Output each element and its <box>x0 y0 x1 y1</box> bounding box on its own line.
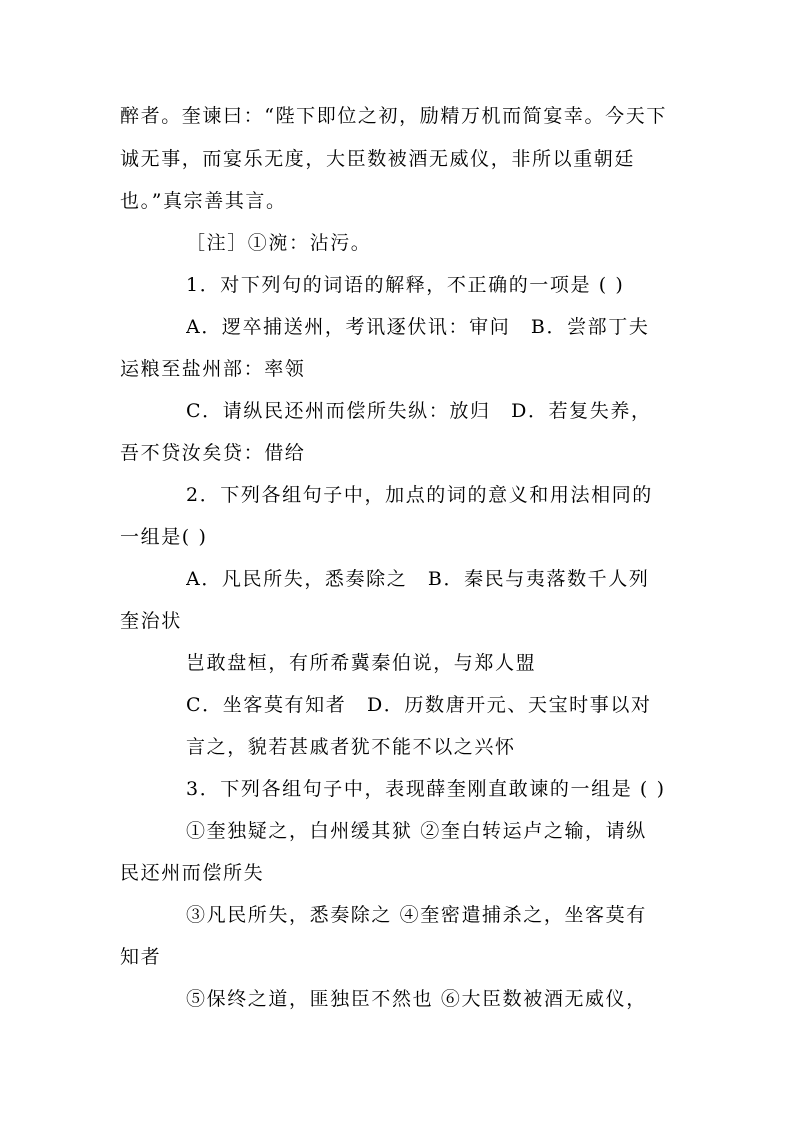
question-1: 1．对下列句的词语的解释，不正确的一项是 ( ) <box>186 274 625 296</box>
annotation-note: ［注］①涴：沾污。 <box>186 232 372 254</box>
text-line: 也。”真宗善其言。 <box>120 190 287 212</box>
question-2-option-a-b: A．凡民所失，悉奏除之 B．秦民与夷落数千人列 <box>186 568 650 590</box>
question-3-items: ③凡民所失，悉奏除之 ④奎密遣捕杀之，坐客莫有 <box>186 904 647 926</box>
question-1-option-c-d: C．请纵民还州而偿所失纵：放归 D．若复失养， <box>186 400 652 422</box>
text-line: 民还州而偿所失 <box>120 862 265 884</box>
text-line: 吾不贷汝矣贷：借给 <box>120 442 306 464</box>
text-line: 岂敢盘桓，有所希冀秦伯说，与郑人盟 <box>186 652 537 674</box>
text-line: 诚无事，而宴乐无度，大臣数被酒无威仪，非所以重朝廷 <box>120 148 636 170</box>
question-3-items: ①奎独疑之，白州缓其狱 ②奎白转运卢之输，请纵 <box>186 820 647 842</box>
text-line: 言之，貌若甚戚者犹不能不以之兴怀 <box>186 736 516 758</box>
text-line: 醉者。奎谏曰：“陛下即位之初，励精万机而简宴幸。今天下 <box>120 105 667 127</box>
text-line: 奎治状 <box>120 610 182 632</box>
text-line: 知者 <box>120 946 162 968</box>
question-2-option-c-d: C．坐客莫有知者 D．历数唐开元、天宝时事以对 <box>186 694 652 716</box>
question-1-option-a-b: A．逻卒捕送州，考讯逐伏讯：审问 B．尝部丁夫 <box>186 316 650 338</box>
text-line: 运粮至盐州部：率领 <box>120 358 306 380</box>
question-2: 2．下列各组句子中，加点的词的意义和用法相同的 <box>186 484 653 506</box>
question-3: 3．下列各组句子中，表现薛奎刚直敢谏的一组是 ( ) <box>186 778 666 800</box>
question-3-items: ⑤保终之道，匪独臣不然也 ⑥大臣数被酒无威仪， <box>186 988 647 1010</box>
text-line: 一组是( ) <box>120 526 208 548</box>
